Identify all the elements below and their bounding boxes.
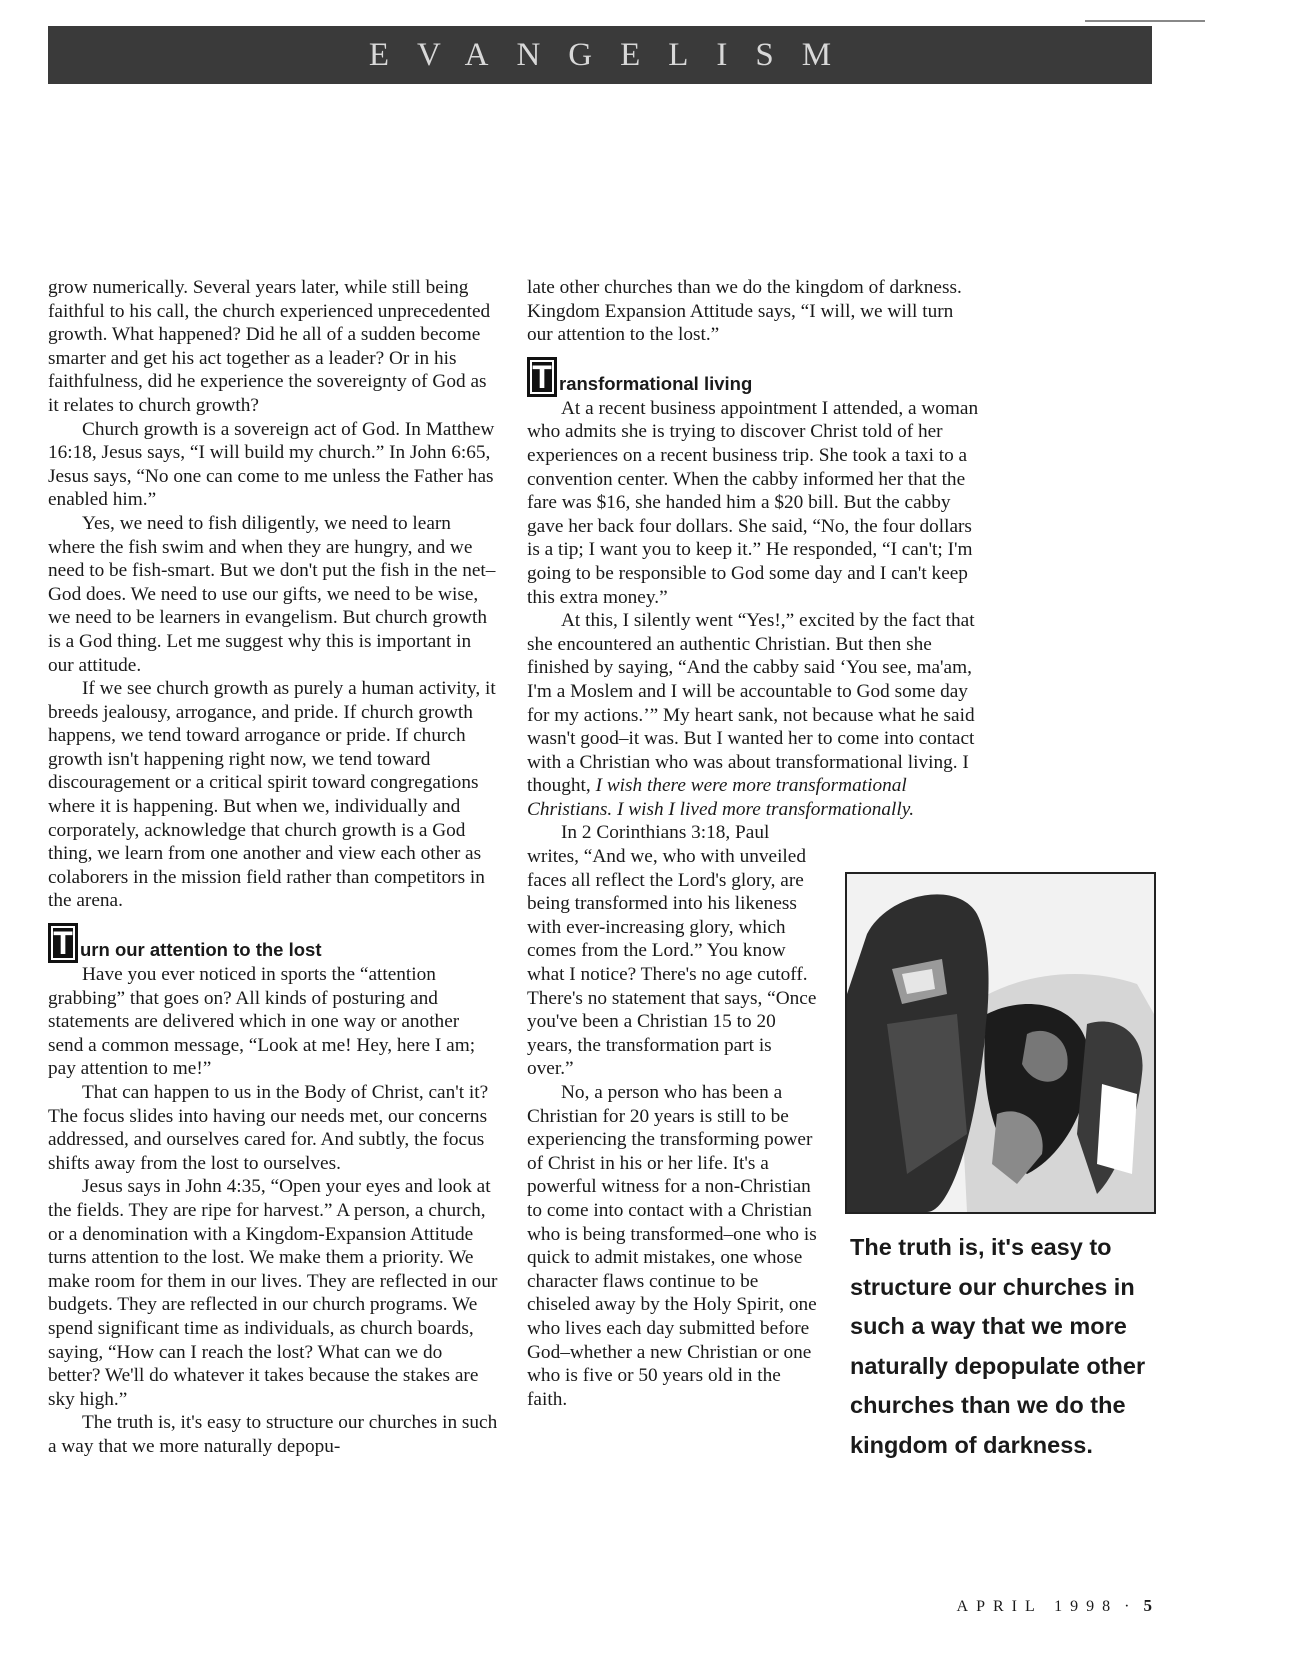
paragraph: No, a person who has been a Christian for 20 years is still to be experiencing the transforming power of Christ in his or her life. It's a powerful witness for a non-Christian to come into contact with a Christian who is being transformed–one who is quick to admit mistakes, one whose character flaws continue to be chiseled away by the Holy Spirit, one who lives each day submitted before God–whether a new Christian or one who is five or 50 years old in the faith. [527, 1082, 817, 1410]
paragraph: In 2 Corinthians 3:18, Paul writes, “And we, who with unveiled faces all reflect the Lord's glory, are being transformed into his likeness with ever-increasing glory, which comes from the Lord.” You know what I notice? There's no age cutoff. There's no statement that says, “Once you've been a Christian 15 to 20 years, the transformation part is over.” [527, 822, 817, 1080]
subhead-text: urn our attention to the lost [80, 939, 322, 961]
footer-separator: · [1124, 1598, 1130, 1615]
section-title: EVANGELISM [368, 36, 860, 73]
pull-quote: The truth is, it's easy to structure our churches in such a way that we more naturally depopulate other churches than we do the kingdom of darkness. [850, 1234, 1146, 1458]
paragraph: Jesus says in John 4:35, “Open your eyes and look at the fields. They are ripe for harvest.” A person, a church, or a denomination with a Kingdom-Expansion Attitude turns attention to the lost. We make them a priority. We make room for them in our lives. They are reflected in our budgets. They are reflected in our church programs. We spend significant time as individuals, as church boards, saying, “How can I reach the lost? What can we do better? We'll do whatever it takes because the stakes are sky high.” [48, 1176, 498, 1410]
illustration-image [847, 874, 1154, 1212]
narrow-text-block [527, 821, 822, 1411]
paragraph: Church growth is a sovereign act of God. In Matthew 16:18, Jesus says, “I will build my church.” In John 6:65, Jesus says, “No one can come to me unless the Father has enabled him.” [48, 418, 495, 511]
paragraph [527, 609, 982, 821]
issue-date: APRIL 1998 [956, 1598, 1119, 1615]
section-banner [48, 26, 1152, 84]
drop-cap: T [48, 923, 78, 963]
subhead-text: ransformational living [559, 373, 753, 395]
paragraph: If we see church growth as purely a human activity, it breeds jealousy, arrogance, and pride. If church growth happens, we tend toward arrogance or pride. If church growth isn't happening right now, we tend toward discouragement or a critical spirit toward congregations where it is happening. But when we, individually and corporately, acknowledge that church growth is a God thing, we learn from one another and view each other as colaborers in the mission field rather than competitors in the arena. [48, 678, 496, 912]
italic-quote: I wish there were more transformational Christians. I wish I lived more transformationally. [527, 775, 915, 820]
paragraph: The truth is, it's easy to structure our churches in such a way that we more naturally depopu- [48, 1412, 498, 1457]
top-rule [1085, 20, 1205, 22]
subhead-transformational-living [527, 357, 982, 397]
paragraph-text: At this, I silently went “Yes!,” excited by the fact that she encountered an authentic Christian. But then she finished by saying, “And the cabby said ‘You see, ma'am, I'm a Moslem and I will be accountable to God some day for my actions.’” My heart sank, not because what he said wasn't good–it was. But I wanted her to come into contact with a Christian who was about transformational living. I thought, [527, 610, 975, 797]
paragraph: grow numerically. Several years later, while still being faithful to his call, the church experienced unprecedented growth. What happened? Did he all of a sudden become smarter and get his act together as a leader? Or in his faithfulness, did he experience the sovereignty of God as it relates to church growth? [48, 277, 491, 416]
page-number: 5 [1143, 1596, 1152, 1615]
illustration-figures [845, 872, 1156, 1214]
paragraph: Yes, we need to fish diligently, we need to learn where the fish swim and when they are hungry, and we need to be fish-smart. But we don't put the fish in the net–God does. We need to use our gifts, we need to be wise, we need to be learners in evangelism. But church growth is a God thing. Let me suggest why this is important in our attitude. [48, 512, 496, 676]
paragraph: Have you ever noticed in sports the “attention grabbing” that goes on? All kinds of posturing and statements are delivered which in one way or another send a common message, “Look at me! Hey, here I am; pay attention to me!” [48, 964, 476, 1080]
paragraph: That can happen to us in the Body of Christ, can't it? The focus slides into having our needs met, our concerns addressed, and ourselves cared for. And subtly, the focus shifts away from the lost to ourselves. [48, 1082, 489, 1174]
left-column [48, 276, 498, 1459]
paragraph: At a recent business appointment I attended, a woman who admits she is trying to discover Christ told of her experiences on a recent business trip. She took a taxi to a convention center. When the cabby informed her that the fare was $16, she handed him a $20 bill. But the cabby gave her back four dollars. She said, “No, the four dollars is a tip; I want you to keep it.” He responded, “I can't; I'm going to be responsible to God some day and I can't keep this extra money.” [527, 397, 979, 608]
subhead-turn-attention [48, 923, 498, 963]
page-footer [880, 1596, 1152, 1616]
drop-cap: T [527, 357, 557, 397]
paragraph: late other churches than we do the kingdom of darkness. Kingdom Expansion Attitude says, “I will, we will turn our attention to the lost.” [527, 277, 962, 346]
